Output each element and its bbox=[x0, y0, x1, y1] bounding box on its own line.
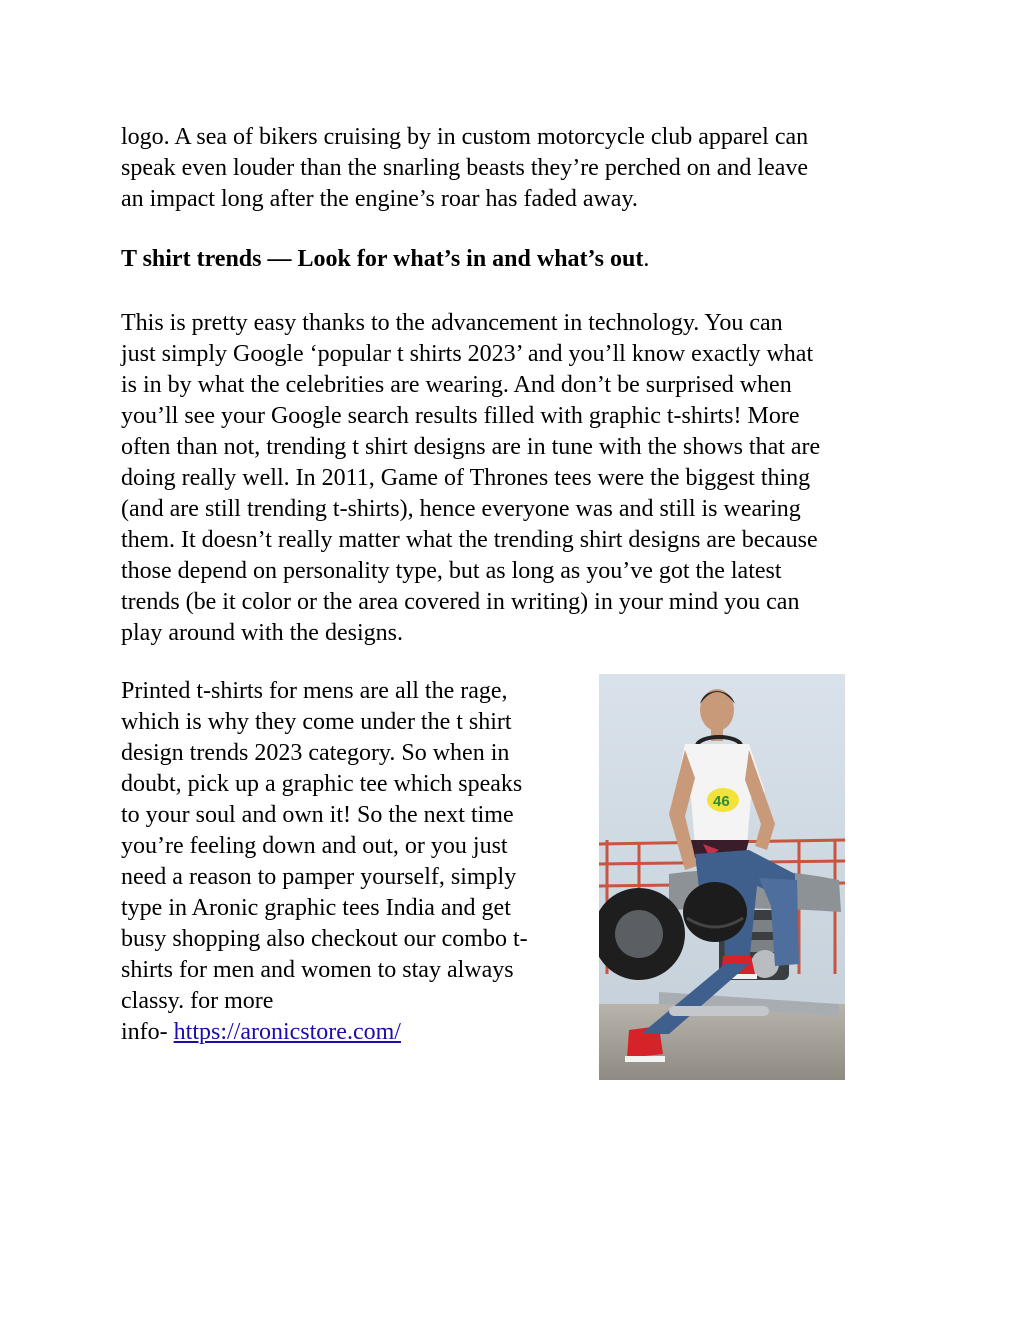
biker-photo bbox=[599, 674, 845, 1080]
text-line: shirts for men and women to stay always bbox=[121, 957, 514, 983]
text-line: an impact long after the engine’s roar has faded away. bbox=[121, 186, 638, 212]
intro-paragraph bbox=[121, 122, 808, 215]
text-line: to your soul and own it! So the next time bbox=[121, 802, 514, 828]
text-line: often than not, trending t shirt designs are in tune with the shows that are bbox=[121, 434, 821, 460]
text-line: play around with the designs. bbox=[121, 620, 403, 646]
text-line: logo. A sea of bikers cruising by in custom motorcycle club apparel can bbox=[121, 124, 809, 150]
info-prefix: info- bbox=[121, 1019, 174, 1045]
section-heading bbox=[121, 244, 649, 275]
tshirt-print-number: 46 bbox=[713, 793, 730, 810]
text-line: them. It doesn’t really matter what the trending shirt designs are because bbox=[121, 527, 818, 553]
text-line: speak even louder than the snarling beasts they’re perched on and leave bbox=[121, 155, 809, 181]
text-line: trends (be it color or the area covered in writing) in your mind you can bbox=[121, 589, 800, 615]
text-line: design trends 2023 category. So when in bbox=[121, 740, 510, 766]
printed-tshirts-paragraph bbox=[121, 676, 528, 1048]
text-line: those depend on personality type, but as long as you’ve got the latest bbox=[121, 558, 782, 584]
text-line: is in by what the celebrities are wearing. And don’t be surprised when bbox=[121, 372, 792, 398]
text-line: need a reason to pamper yourself, simply bbox=[121, 864, 517, 890]
trends-paragraph bbox=[121, 308, 820, 649]
text-line: (and are still trending t-shirts), hence everyone was and still is wearing bbox=[121, 496, 801, 522]
text-line: Printed t-shirts for mens are all the rage, bbox=[121, 678, 508, 704]
text-line: This is pretty easy thanks to the advancement in technology. You can bbox=[121, 310, 783, 336]
text-line: busy shopping also checkout our combo t- bbox=[121, 926, 528, 952]
heading-period: . bbox=[643, 246, 650, 272]
text-line: doing really well. In 2011, Game of Thrones tees were the biggest thing bbox=[121, 465, 811, 491]
text-line: just simply Google ‘popular t shirts 2023’ and you’ll know exactly what bbox=[121, 341, 814, 367]
info-line bbox=[121, 1017, 528, 1048]
text-line: classy. for more bbox=[121, 988, 274, 1014]
text-line: you’ll see your Google search results filled with graphic t-shirts! More bbox=[121, 403, 800, 429]
text-line: which is why they come under the t shirt bbox=[121, 709, 512, 735]
heading-text: T shirt trends — Look for what’s in and what’s out bbox=[121, 246, 644, 272]
text-line: you’re feeling down and out, or you just bbox=[121, 833, 508, 859]
text-line: type in Aronic graphic tees India and get bbox=[121, 895, 511, 921]
helmet bbox=[683, 882, 747, 942]
exhaust bbox=[669, 1006, 769, 1016]
text-line: doubt, pick up a graphic tee which speaks bbox=[121, 771, 523, 797]
aronicstore-link[interactable]: https://aronicstore.com/ bbox=[173, 1019, 401, 1045]
